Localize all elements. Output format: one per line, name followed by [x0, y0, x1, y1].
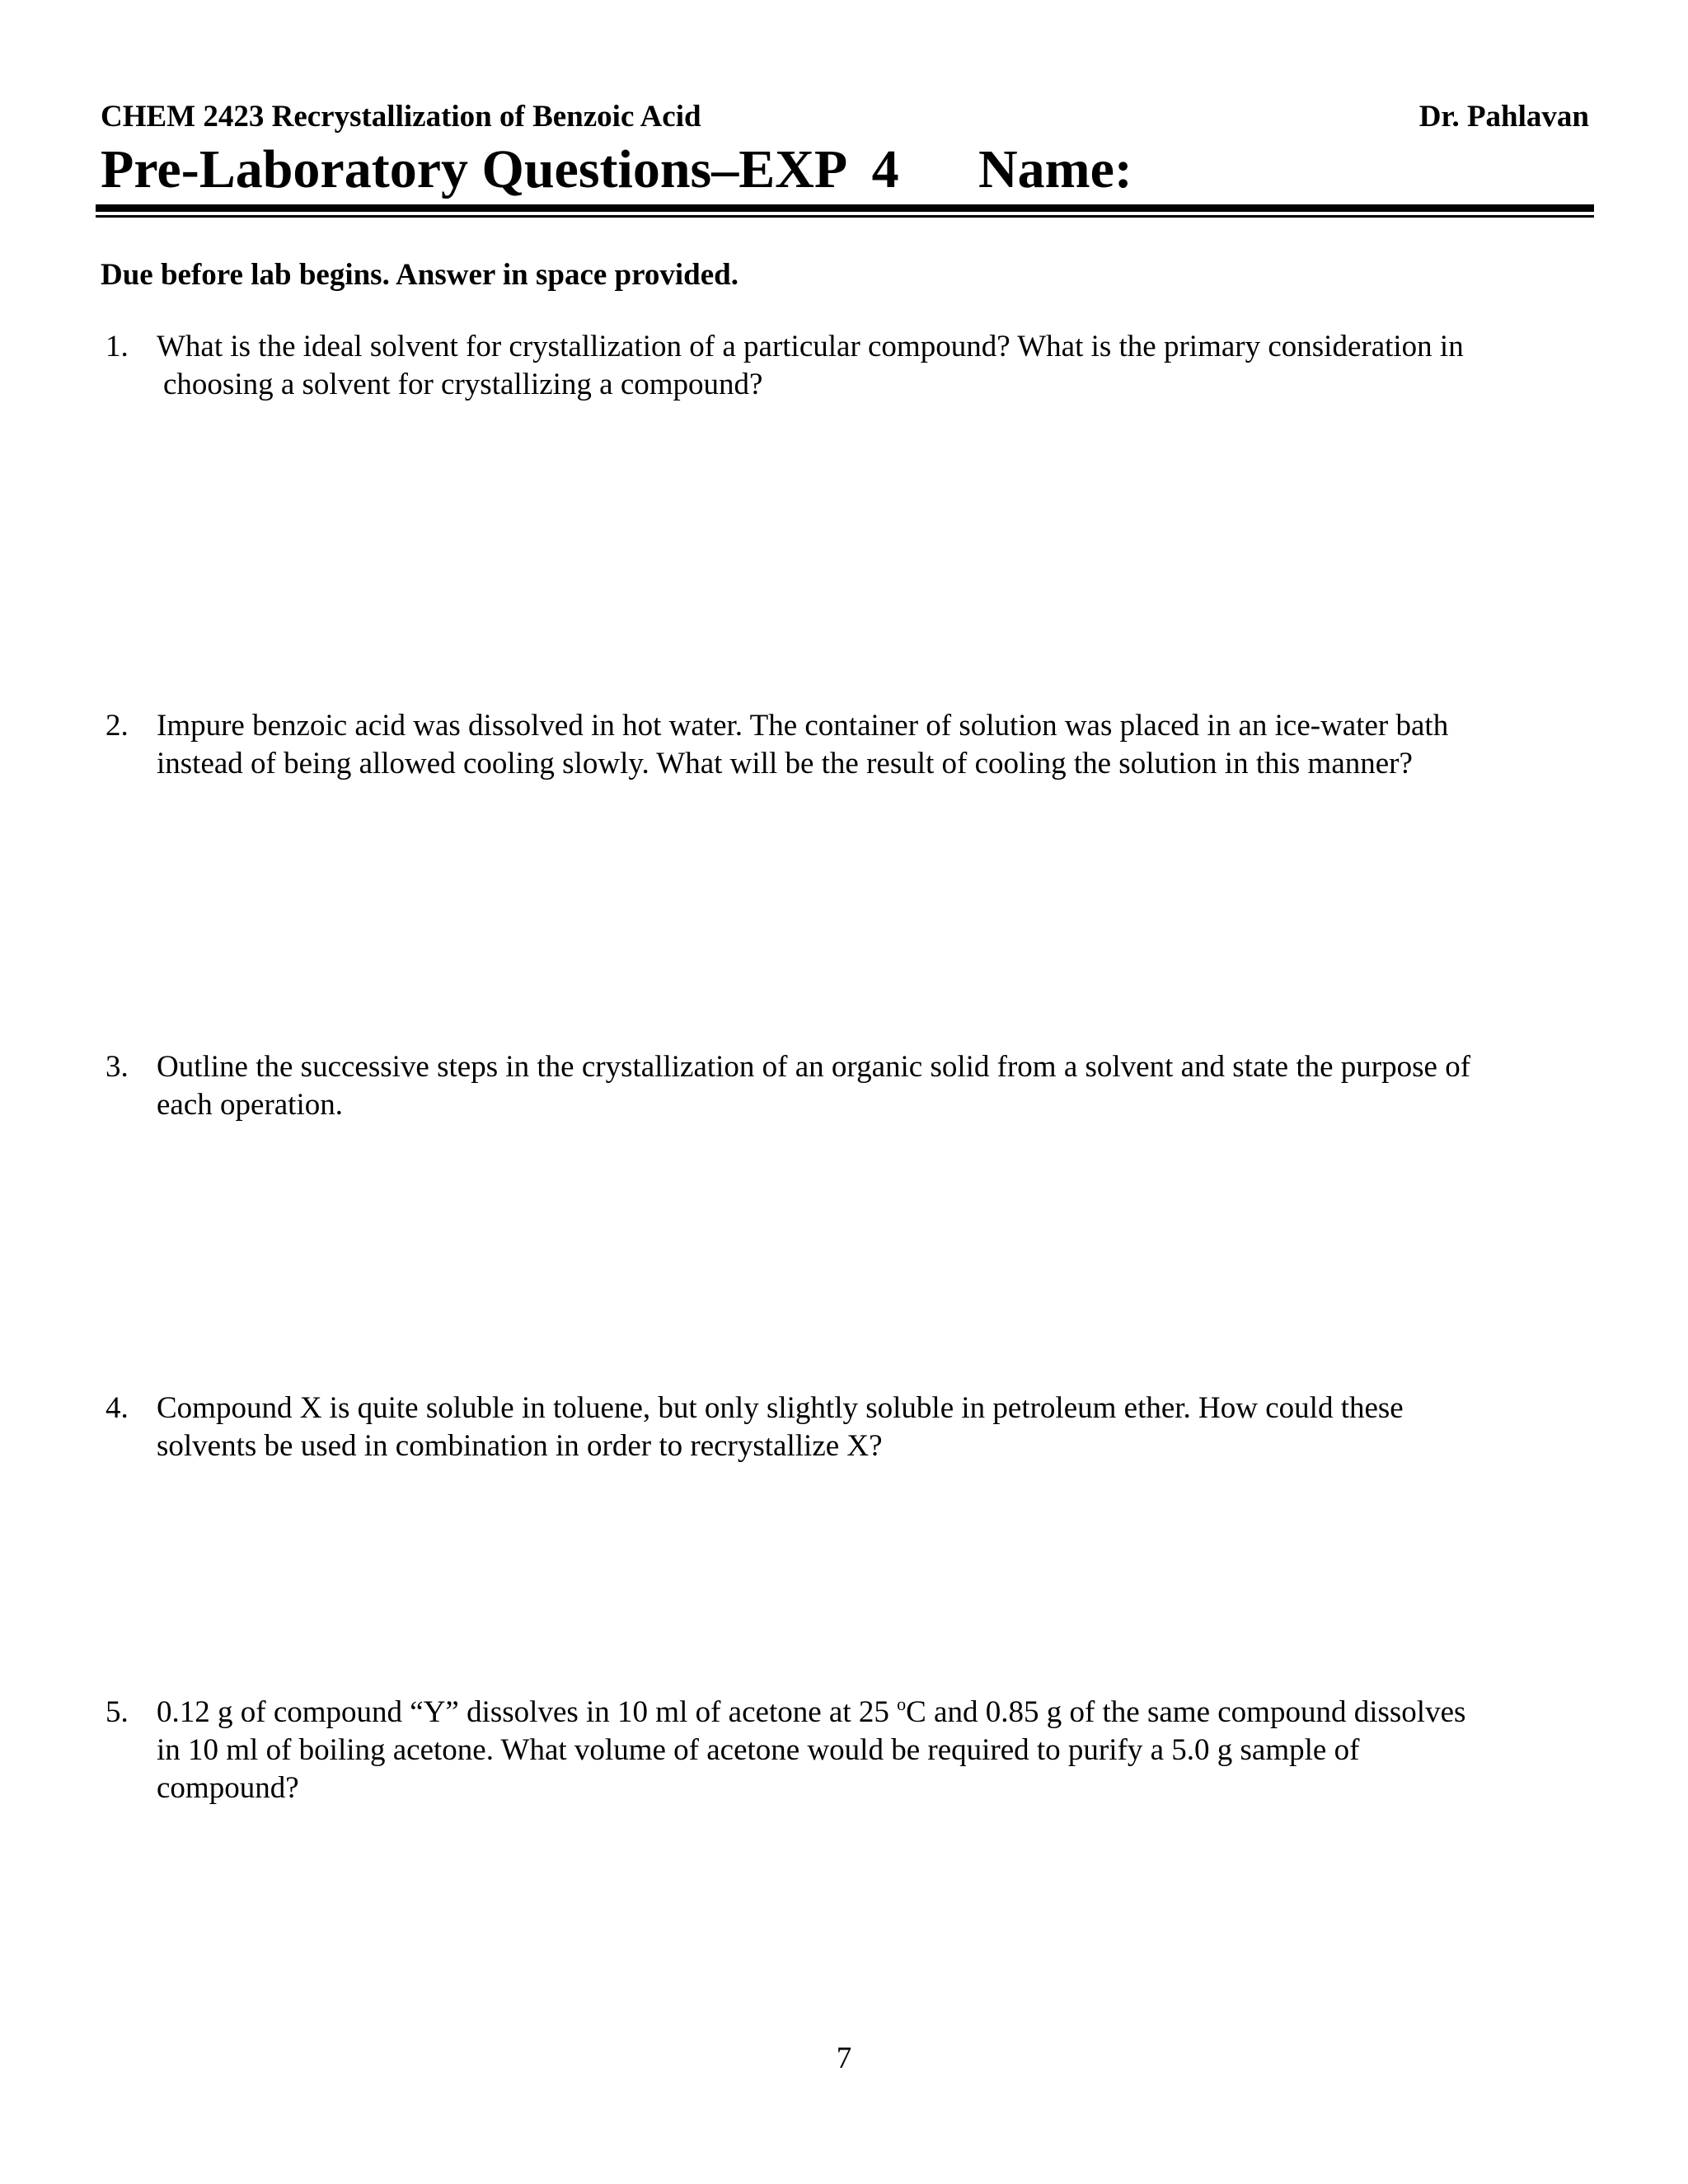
- question-line: choosing a solvent for crystallizing a compound?: [163, 368, 763, 401]
- question-number: 5.: [106, 1695, 129, 1729]
- question-number: 3.: [106, 1050, 129, 1084]
- question-line: compound?: [157, 1771, 299, 1805]
- page-title: Pre-Laboratory Questions–EXP 4: [101, 139, 899, 199]
- instructor-name: Dr. Pahlavan: [1418, 100, 1589, 134]
- question-number: 1.: [106, 330, 129, 363]
- question-line: each operation.: [157, 1088, 343, 1122]
- course-title: CHEM 2423 Recrystallization of Benzoic Acid: [101, 100, 701, 134]
- header-rule-thick: [96, 204, 1594, 212]
- question-line: Compound X is quite soluble in toluene, but only slightly soluble in petroleum ether. How could these: [157, 1391, 1404, 1425]
- question-text: [157, 1048, 1589, 1124]
- question-line: [157, 1694, 1589, 1732]
- question-text: [157, 1390, 1589, 1465]
- degree-superscript: o: [897, 1694, 907, 1714]
- question-line-part: C and 0.85 g of the same compound dissolves: [906, 1695, 1466, 1729]
- page-number: 7: [836, 2041, 852, 2075]
- question-text: [157, 1694, 1589, 1807]
- question-line: What is the ideal solvent for crystallization of a particular compound? What is the primary consideration in: [157, 330, 1464, 363]
- question-line: in 10 ml of boiling acetone. What volume of acetone would be required to purify a 5.0 g sample of: [157, 1733, 1360, 1767]
- instructions-text: Due before lab begins. Answer in space provided.: [101, 258, 739, 292]
- question-number: 2.: [106, 709, 129, 743]
- question-line-part: 0.12 g of compound “Y” dissolves in 10 ml of acetone at 25: [157, 1695, 898, 1729]
- header-rule-thin: [96, 215, 1594, 218]
- question-text: [157, 328, 1589, 404]
- question-text: [157, 707, 1589, 783]
- page-title-row: [101, 137, 1132, 203]
- question-line: instead of being allowed cooling slowly. What will be the result of cooling the solution in this manner?: [157, 747, 1413, 780]
- question-line: Impure benzoic acid was dissolved in hot water. The container of solution was placed in an ice-water bath: [157, 709, 1449, 743]
- name-label: Name:: [978, 139, 1132, 199]
- question-line: solvents be used in combination in order to recrystallize X?: [157, 1429, 883, 1463]
- question-number: 4.: [106, 1391, 129, 1425]
- question-line: Outline the successive steps in the crystallization of an organic solid from a solvent and state the purpose of: [157, 1050, 1471, 1084]
